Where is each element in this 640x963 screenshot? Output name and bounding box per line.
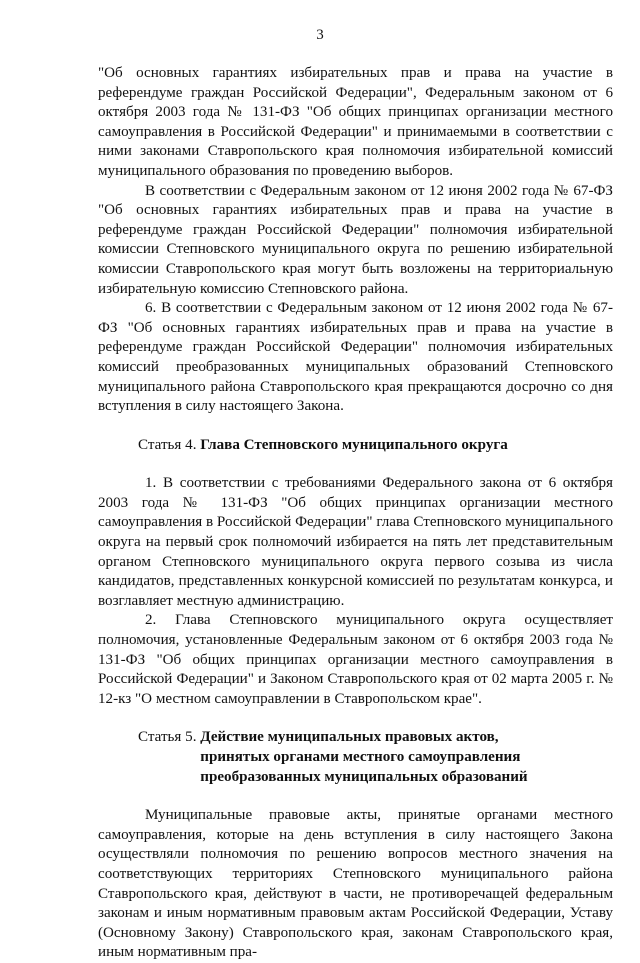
paragraph: В соответствии с Федеральным законом от 12 июня 2002 года № 67-ФЗ "Об основных гарантиях избирательных прав и права на участие в референдуме граждан Российской Федерации" полномочия избирательной комиссии Степновского муниципального округа по решению избирательной комиссии Ставропольского края могут быть возложены на территориальную избирательную комиссию Степновского района. (98, 182, 613, 297)
paragraph: 2. Глава Степновского муниципального округа осуществляет полномочия, установленные Федеральным законом от 6 октября 2003 года № 131-ФЗ "Об общих принципах организации местного самоуправления в Российской Федерации" и Законом Ставропольского края от 02 марта 2005 г. № 12-кз "О местном самоуправлении в Ставропольском крае". (98, 612, 613, 707)
article-5-number: Статья 5. (138, 729, 201, 746)
document-body (98, 64, 613, 963)
page-number: 3 (316, 27, 324, 43)
paragraph: 6. В соответствии с Федеральным законом от 12 июня 2002 года № 67-ФЗ "Об основных гарантиях избирательных прав и права на участие в референдуме граждан Российской Федерации" полномочия избирательных комиссий преобразованных муниципальных образований Степновского муниципального района Ставропольского края прекращаются досрочно со дня вступления в силу настоящего Закона. (98, 300, 613, 415)
paragraph: 1. В соответствии с требованиями Федерального закона от 6 октября 2003 года № 131-ФЗ "Об общих принципах организации местного самоуправления в Российской Федерации" глава Степновского муниципального округа на первый срок полномочий избирается на пять лет представительным органом Степновского муниципального округа первого созыва из числа кандидатов, представленных конкурсной комиссией по результатам конкурса, и возглавляет местную администрацию. (98, 475, 613, 609)
paragraph: "Об основных гарантиях избирательных прав и права на участие в референдуме граждан Российской Федерации", Федеральным законом от 6 октября 2003 года № 131-ФЗ "Об общих принципах организации местного самоуправления в Российской Федерации" и принимаемыми в соответствии с ними законами Ставропольского края полномочия избирательной комиссий муниципального образования по проведению выборов. (98, 65, 613, 179)
article-4-heading (98, 436, 613, 456)
article-5-heading (98, 728, 613, 787)
paragraph: Муниципальные правовые акты, принятые органами местного самоуправления, которые на день вступления в силу настоящего Закона осуществляли полномочия по решению вопросов местного значения на соответствующих территориях Степновского муниципального района Ставропольского края, действуют в части, не противоречащей федеральным законам и иным нормативным правовым актам Российской Федерации, Уставу (Основному Закону) Ставропольского края, законам Ставропольского края, иным нормативным пра- (98, 807, 613, 961)
article-5-title: Действие муниципальных правовых актов, принятых органами местного самоуправления преобразованных муниципальных образований (200, 729, 528, 785)
article-4-title: Глава Степновского муниципального округа (200, 436, 508, 453)
article-4-number: Статья 4. (138, 436, 201, 453)
